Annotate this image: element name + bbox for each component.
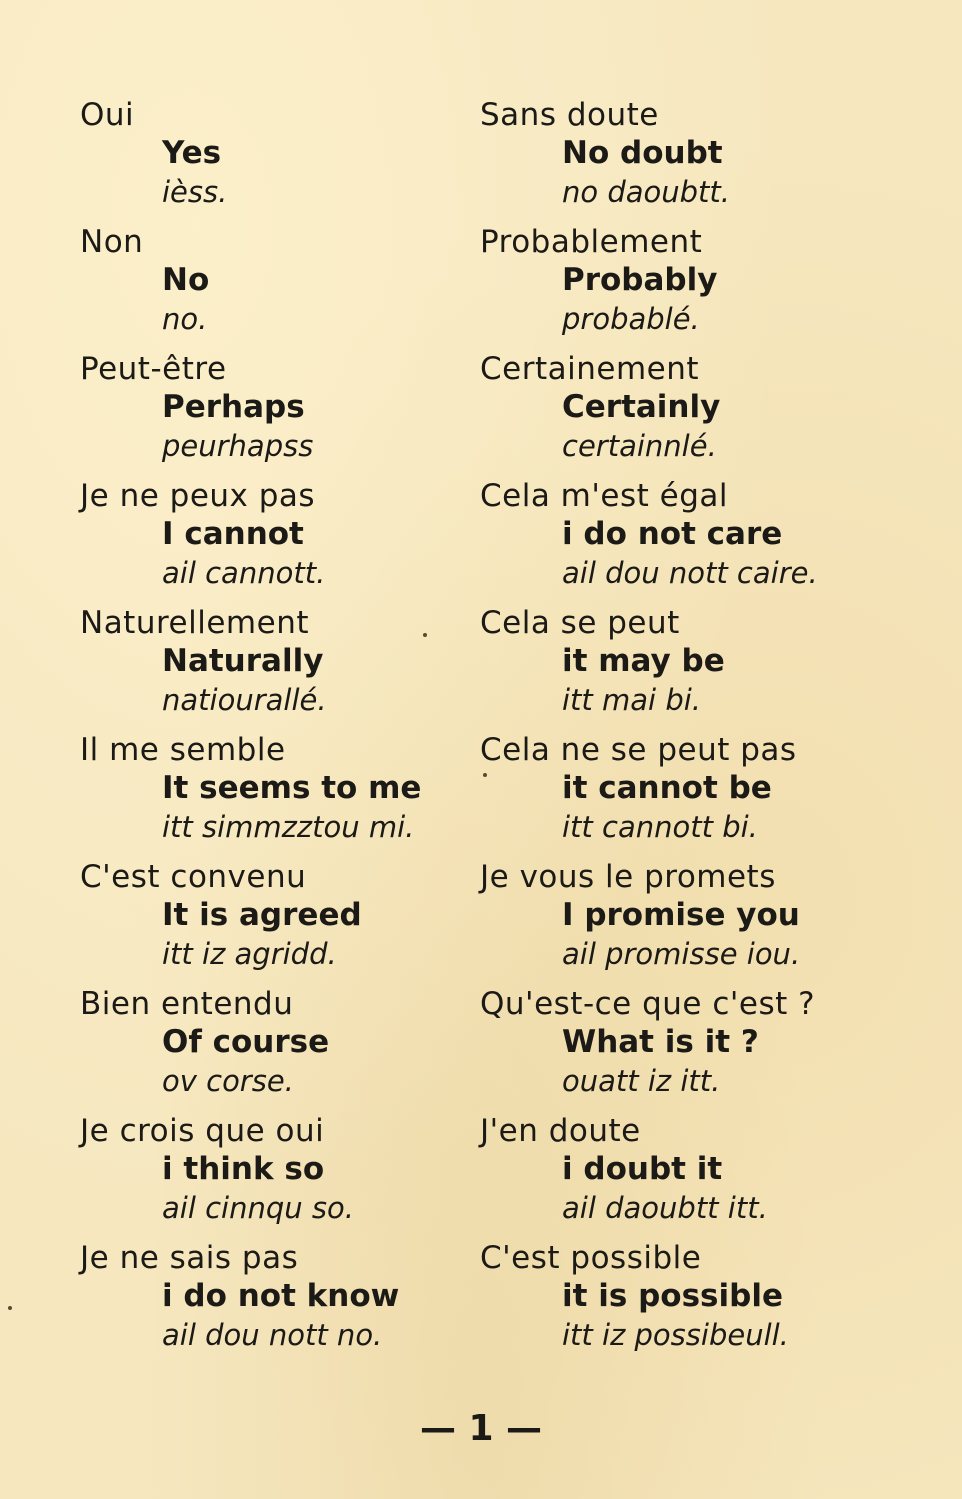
pronunciation: itt cannott bi.: [562, 810, 758, 844]
phrase-entry: [80, 985, 480, 1112]
phrase-entry: [80, 858, 480, 985]
english-translation: I promise you: [562, 897, 800, 933]
english-translation: No doubt: [562, 135, 723, 171]
phrase-entry: [80, 731, 480, 858]
page-number: — 1 —: [419, 1408, 543, 1449]
pronunciation: ièss.: [162, 175, 228, 209]
pronunciation: ail promisse iou.: [562, 937, 801, 971]
phrase-entry: [80, 1239, 480, 1366]
english-translation: i think so: [162, 1151, 325, 1187]
french-phrase: Je ne sais pas: [80, 1240, 299, 1276]
phrase-entry: [480, 604, 920, 731]
phrase-entry: [480, 1239, 920, 1366]
phrase-entry: [480, 96, 920, 223]
french-phrase: Qu'est-ce que c'est ?: [480, 986, 816, 1022]
pronunciation: certainnlé.: [562, 429, 717, 463]
print-speck: [483, 773, 487, 777]
pronunciation: natiourallé.: [162, 683, 327, 717]
phrase-entry: [480, 350, 920, 477]
phrase-entry: [80, 1112, 480, 1239]
phrase-entry: [480, 477, 920, 604]
french-phrase: Sans doute: [480, 97, 659, 133]
phrase-entry: [480, 223, 920, 350]
print-speck: [423, 633, 427, 637]
french-phrase: Naturellement: [80, 605, 309, 641]
pronunciation: itt iz agridd.: [162, 937, 337, 971]
english-translation: Probably: [562, 262, 718, 298]
phrase-entry: [480, 985, 920, 1112]
english-translation: Yes: [162, 135, 222, 171]
french-phrase: Cela ne se peut pas: [480, 732, 797, 768]
pronunciation: peurhapss: [162, 429, 314, 463]
pronunciation: ail cinnqu so.: [162, 1191, 354, 1225]
french-phrase: Je ne peux pas: [80, 478, 316, 514]
phrase-entry: [80, 223, 480, 350]
english-translation: Of course: [162, 1024, 330, 1060]
french-phrase: Oui: [80, 97, 135, 133]
french-phrase: C'est convenu: [80, 859, 307, 895]
pronunciation: itt mai bi.: [562, 683, 701, 717]
french-phrase: Non: [80, 224, 144, 260]
french-phrase: Cela se peut: [480, 605, 680, 641]
english-translation: What is it ?: [562, 1024, 759, 1060]
phrase-entry: [480, 1112, 920, 1239]
pronunciation: no.: [162, 302, 208, 336]
phrase-entry: [480, 731, 920, 858]
pronunciation: probablé.: [562, 302, 700, 336]
english-translation: No: [162, 262, 210, 298]
pronunciation: ail cannott.: [162, 556, 326, 590]
english-translation: it cannot be: [562, 770, 772, 806]
english-translation: it may be: [562, 643, 725, 679]
french-phrase: Bien entendu: [80, 986, 294, 1022]
english-translation: Certainly: [562, 389, 721, 425]
phrase-entry: [80, 96, 480, 223]
pronunciation: itt iz possibeull.: [562, 1318, 789, 1352]
pronunciation: ail dou nott caire.: [562, 556, 818, 590]
left-column: [80, 96, 480, 1366]
english-translation: i do not care: [562, 516, 783, 552]
english-translation: i doubt it: [562, 1151, 723, 1187]
pronunciation: ouatt iz itt.: [562, 1064, 721, 1098]
english-translation: It seems to me: [162, 770, 422, 806]
english-translation: It is agreed: [162, 897, 362, 933]
english-translation: Naturally: [162, 643, 324, 679]
phrase-entry: [80, 604, 480, 731]
phrase-entry: [480, 858, 920, 985]
english-translation: I cannot: [162, 516, 304, 552]
french-phrase: Probablement: [480, 224, 703, 260]
pronunciation: ail dou nott no.: [162, 1318, 383, 1352]
pronunciation: no daoubtt.: [562, 175, 731, 209]
french-phrase: Certainement: [480, 351, 700, 387]
french-phrase: Il me semble: [80, 732, 286, 768]
pronunciation: ail daoubtt itt.: [562, 1191, 768, 1225]
right-column: [480, 96, 920, 1366]
french-phrase: C'est possible: [480, 1240, 702, 1276]
french-phrase: Cela m'est égal: [480, 478, 728, 514]
print-speck: [8, 1306, 12, 1310]
english-translation: i do not know: [162, 1278, 400, 1314]
french-phrase: Je vous le promets: [480, 859, 776, 895]
english-translation: Perhaps: [162, 389, 305, 425]
english-translation: it is possible: [562, 1278, 783, 1314]
phrase-entry: [80, 350, 480, 477]
french-phrase: Peut-être: [80, 351, 227, 387]
pronunciation: itt simmzztou mi.: [162, 810, 415, 844]
pronunciation: ov corse.: [162, 1064, 294, 1098]
french-phrase: Je crois que oui: [80, 1113, 325, 1149]
phrase-entry: [80, 477, 480, 604]
french-phrase: J'en doute: [480, 1113, 641, 1149]
